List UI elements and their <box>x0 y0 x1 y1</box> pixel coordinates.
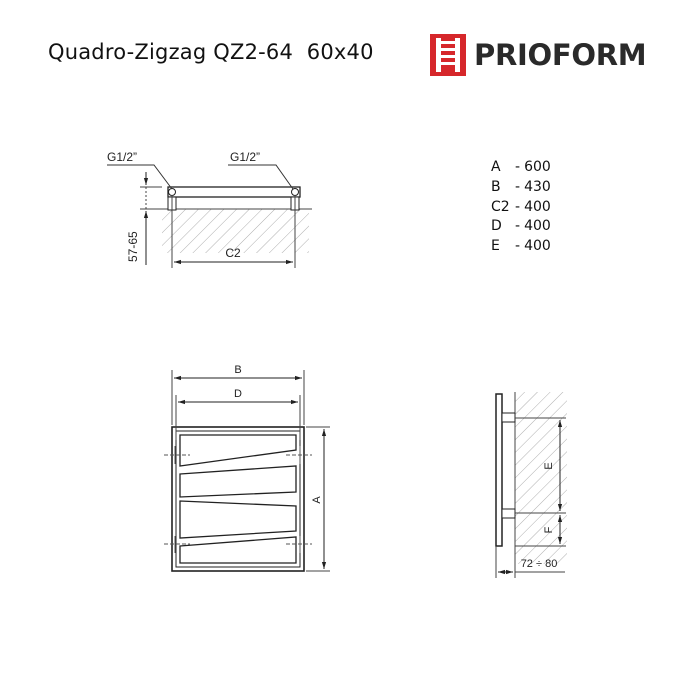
e-label: E <box>543 462 555 470</box>
dimension-row-e: E - 400 <box>491 238 551 255</box>
zigzag-panel-2 <box>180 466 296 497</box>
front-view <box>164 370 330 571</box>
height-label-a: A <box>311 496 323 504</box>
zigzag-panel-1 <box>180 435 296 466</box>
product-title: Quadro-Zigzag QZ2-64 60x40 <box>48 40 374 64</box>
radiator-frame-outer <box>172 427 304 571</box>
dimension-row-b: B - 430 <box>491 178 551 195</box>
f-label: F <box>543 526 555 534</box>
wall-distance-label: 72 ÷ 80 <box>520 558 558 570</box>
top-bar <box>168 187 300 197</box>
zigzag-panel-4 <box>180 537 296 563</box>
width-label-b: B <box>234 364 242 376</box>
side-bracket-top <box>502 413 515 422</box>
dimension-row-a: A - 600 <box>491 159 551 175</box>
connection-label-left: G1/2” <box>107 150 138 164</box>
width-label-d: D <box>234 388 242 400</box>
spacing-label: C2 <box>225 246 241 260</box>
radiator-side-profile <box>496 394 502 546</box>
connection-label-right: G1/2” <box>230 150 261 164</box>
zigzag-panel-3 <box>180 501 296 538</box>
side-view <box>496 392 567 578</box>
depth-label: 57-65 <box>126 231 140 262</box>
brand-name: PRIOFORM <box>474 38 647 72</box>
dimension-row-c2: C2 - 400 <box>491 198 551 215</box>
side-bracket-bottom <box>502 509 515 518</box>
dimension-row-d: D - 400 <box>491 218 551 235</box>
